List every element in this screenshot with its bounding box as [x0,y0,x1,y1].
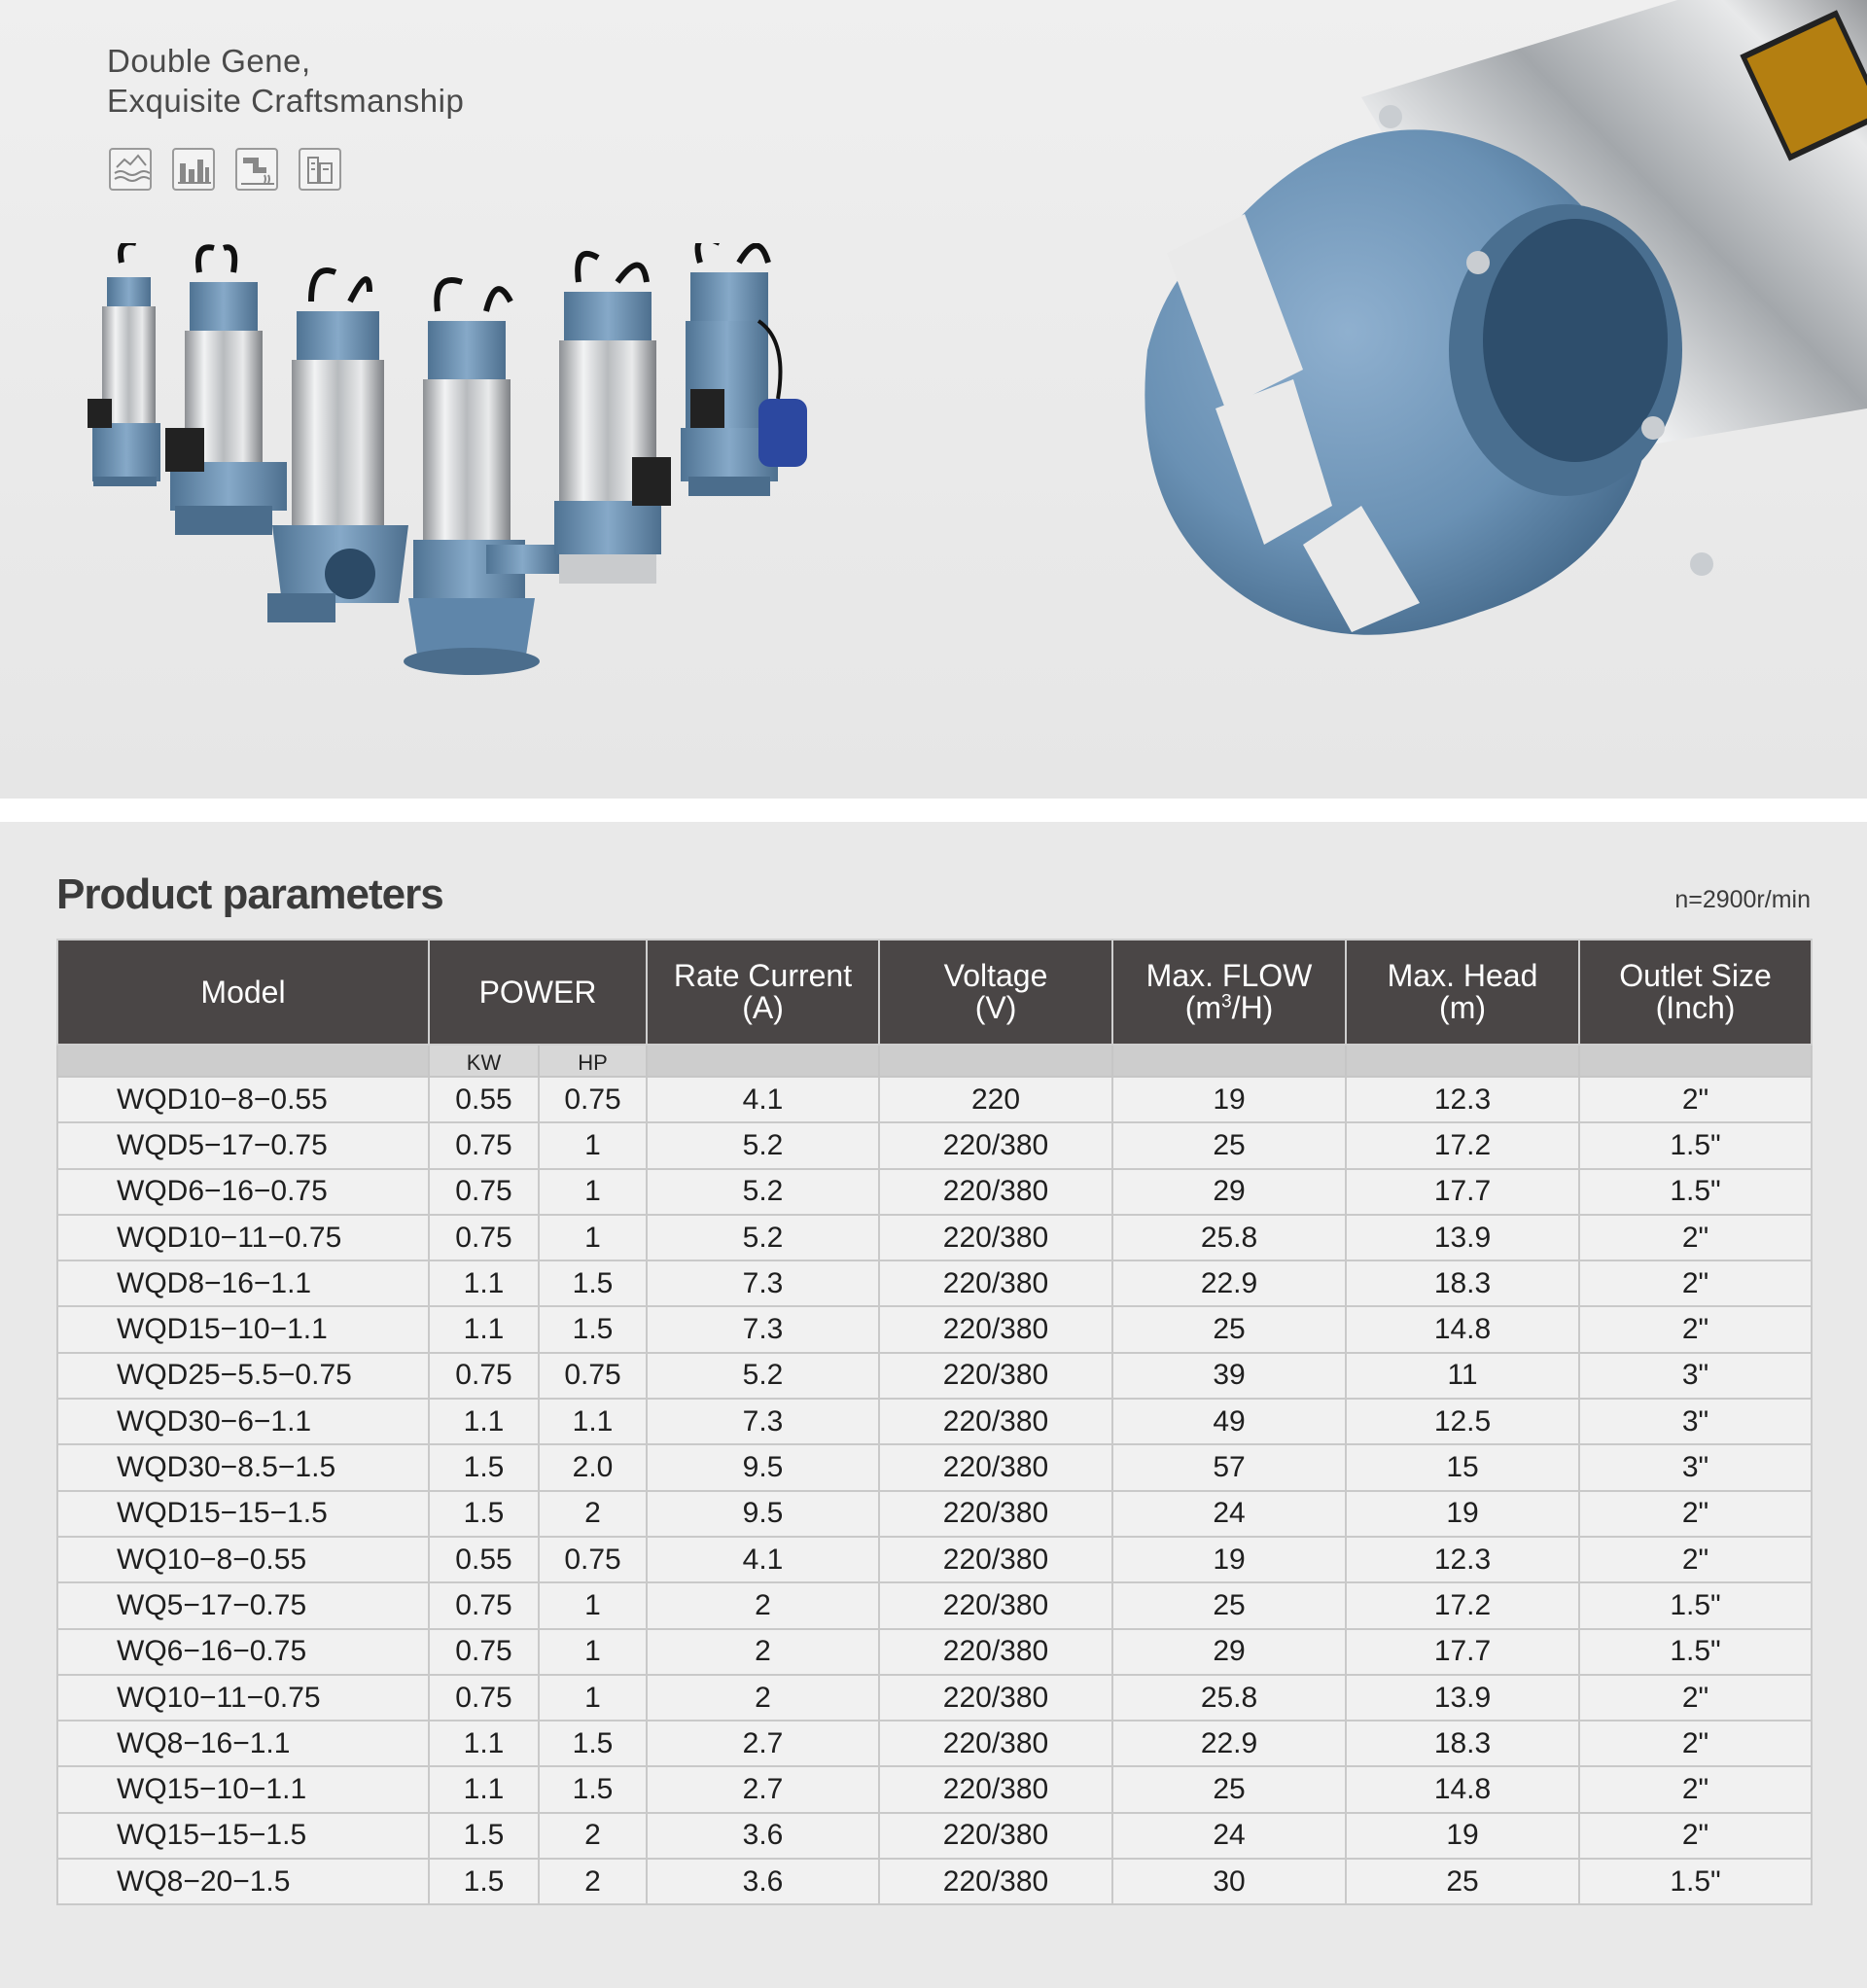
cell-max-head: 17.7 [1346,1169,1579,1215]
cell-power-kw: 0.75 [429,1353,539,1399]
cell-rate-current: 7.3 [647,1260,879,1306]
cell-power-kw: 1.1 [429,1260,539,1306]
drainage-outlet-icon [235,148,278,191]
cell-model: WQD25−5.5−0.75 [57,1353,429,1399]
cell-rate-current: 4.1 [647,1077,879,1122]
header-rate-current: Rate Current (A) [647,940,879,1045]
table-row [57,1353,1812,1399]
cell-outlet-size: 1.5" [1579,1122,1812,1168]
table-subheader-row [57,1045,1812,1077]
cell-max-head: 13.9 [1346,1675,1579,1721]
cell-max-head: 17.7 [1346,1629,1579,1675]
cell-power-kw: 1.5 [429,1859,539,1904]
cell-outlet-size: 2" [1579,1306,1812,1352]
header-voltage: Voltage (V) [879,940,1112,1045]
table-header-row [57,940,1812,1045]
cell-max-flow: 30 [1112,1859,1346,1904]
pump-4 [404,280,559,675]
cell-max-head: 17.2 [1346,1582,1579,1628]
cell-power-kw: 0.55 [429,1537,539,1582]
hero-tagline [107,41,464,121]
cell-max-flow: 49 [1112,1399,1346,1444]
cell-outlet-size: 2" [1579,1813,1812,1859]
header-max-flow: Max. FLOW $(m^3/H)$ [1112,940,1346,1045]
header-max-head: Max. Head (m) [1346,940,1579,1045]
cell-model: WQD15−10−1.1 [57,1306,429,1352]
cell-power-hp: 1 [539,1122,647,1168]
cell-power-hp: 1.5 [539,1766,647,1812]
cell-power-kw: 1.1 [429,1721,539,1766]
cell-max-flow: 57 [1112,1444,1346,1490]
cell-outlet-size: 2" [1579,1260,1812,1306]
cell-outlet-size: 3" [1579,1399,1812,1444]
cell-voltage: 220/380 [879,1122,1112,1168]
cell-voltage: 220/380 [879,1399,1112,1444]
cell-max-flow: 22.9 [1112,1721,1346,1766]
pump-lineup-image [78,243,1050,768]
pump-6 [681,243,807,496]
cell-max-flow: 25 [1112,1306,1346,1352]
cell-power-hp: 2 [539,1859,647,1904]
cell-voltage: 220/380 [879,1675,1112,1721]
cell-voltage: 220/380 [879,1306,1112,1352]
water-landscape-icon [109,148,152,191]
table-row [57,1813,1812,1859]
cell-max-head: 13.9 [1346,1215,1579,1260]
table-body [57,1077,1812,1904]
building-icon [299,148,341,191]
cell-power-kw: 1.1 [429,1766,539,1812]
cell-power-hp: 0.75 [539,1537,647,1582]
table-row [57,1306,1812,1352]
cell-power-hp: 1 [539,1629,647,1675]
cell-power-hp: 0.75 [539,1077,647,1122]
cell-voltage: 220/380 [879,1260,1112,1306]
cell-max-head: 25 [1346,1859,1579,1904]
subheader-kw: KW [429,1045,539,1077]
cell-rate-current: 2 [647,1582,879,1628]
cell-max-head: 14.8 [1346,1766,1579,1812]
cell-power-hp: 1 [539,1675,647,1721]
cell-outlet-size: 2" [1579,1215,1812,1260]
table-row [57,1491,1812,1537]
cell-rate-current: 3.6 [647,1859,879,1904]
pump-2 [165,247,287,535]
cell-voltage: 220 [879,1077,1112,1122]
cell-model: WQ6−16−0.75 [57,1629,429,1675]
cell-model: WQD10−8−0.55 [57,1077,429,1122]
cell-max-head: 18.3 [1346,1260,1579,1306]
cell-max-flow: 25.8 [1112,1215,1346,1260]
section-title: Product parameters [56,870,443,918]
cell-power-kw: 0.75 [429,1629,539,1675]
tagline-line-2: Exquisite Craftsmanship [107,83,465,119]
cell-outlet-size: 1.5" [1579,1169,1812,1215]
cell-max-flow: 19 [1112,1077,1346,1122]
cell-outlet-size: 2" [1579,1491,1812,1537]
cell-power-hp: 1.5 [539,1260,647,1306]
cell-outlet-size: 1.5" [1579,1582,1812,1628]
cell-model: WQ10−11−0.75 [57,1675,429,1721]
cell-power-hp: 1 [539,1169,647,1215]
cell-power-hp: 1.5 [539,1306,647,1352]
cell-max-head: 18.3 [1346,1721,1579,1766]
cell-outlet-size: 2" [1579,1077,1812,1122]
header-power: POWER [429,940,647,1045]
cell-rate-current: 9.5 [647,1444,879,1490]
cell-outlet-size: 3" [1579,1444,1812,1490]
cell-voltage: 220/380 [879,1766,1112,1812]
product-hero [0,0,1867,799]
table-row [57,1260,1812,1306]
cell-rate-current: 2.7 [647,1721,879,1766]
cell-voltage: 220/380 [879,1491,1112,1537]
cell-max-head: 11 [1346,1353,1579,1399]
cell-voltage: 220/380 [879,1721,1112,1766]
cell-rate-current: 3.6 [647,1813,879,1859]
cell-power-kw: 1.5 [429,1444,539,1490]
cell-model: WQD10−11−0.75 [57,1215,429,1260]
cell-power-hp: 1 [539,1582,647,1628]
cell-model: WQD30−6−1.1 [57,1399,429,1444]
cell-rate-current: 5.2 [647,1215,879,1260]
cell-power-kw: 1.5 [429,1491,539,1537]
cell-outlet-size: 2" [1579,1721,1812,1766]
cell-power-kw: 0.75 [429,1675,539,1721]
table-row [57,1169,1812,1215]
cell-power-kw: 0.75 [429,1582,539,1628]
cell-model: WQD30−8.5−1.5 [57,1444,429,1490]
subheader-hp: HP [539,1045,647,1077]
table-row [57,1675,1812,1721]
cell-voltage: 220/380 [879,1537,1112,1582]
cell-rate-current: 4.1 [647,1537,879,1582]
cell-voltage: 220/380 [879,1169,1112,1215]
cell-model: WQ10−8−0.55 [57,1537,429,1582]
cell-rate-current: 7.3 [647,1399,879,1444]
cell-model: WQ5−17−0.75 [57,1582,429,1628]
cell-model: WQD6−16−0.75 [57,1169,429,1215]
table-row [57,1582,1812,1628]
cell-power-kw: 0.75 [429,1122,539,1168]
cell-rate-current: 5.2 [647,1353,879,1399]
cell-power-kw: 1.1 [429,1306,539,1352]
cell-power-hp: 1.1 [539,1399,647,1444]
cell-max-flow: 24 [1112,1491,1346,1537]
cell-power-kw: 1.5 [429,1813,539,1859]
cell-max-head: 12.3 [1346,1537,1579,1582]
table-row [57,1444,1812,1490]
cell-model: WQ15−15−1.5 [57,1813,429,1859]
cell-power-hp: 2 [539,1813,647,1859]
cell-power-kw: 0.55 [429,1077,539,1122]
cell-model: WQ8−20−1.5 [57,1859,429,1904]
table-row [57,1399,1812,1444]
cell-power-hp: 2.0 [539,1444,647,1490]
cell-max-flow: 22.9 [1112,1260,1346,1306]
cell-max-flow: 25 [1112,1582,1346,1628]
cell-outlet-size: 2" [1579,1537,1812,1582]
cell-max-flow: 39 [1112,1353,1346,1399]
cell-power-kw: 0.75 [429,1215,539,1260]
cell-outlet-size: 3" [1579,1353,1812,1399]
pump-5 [554,254,671,584]
cell-max-flow: 24 [1112,1813,1346,1859]
table-row [57,1721,1812,1766]
cell-voltage: 220/380 [879,1629,1112,1675]
table-row [57,1537,1812,1582]
cell-power-kw: 1.1 [429,1399,539,1444]
table-row [57,1629,1812,1675]
cell-model: WQ15−10−1.1 [57,1766,429,1812]
table-row [57,1077,1812,1122]
tagline-line-1: Double Gene, [107,43,311,79]
table-row [57,1859,1812,1904]
cell-max-flow: 19 [1112,1537,1346,1582]
cell-max-flow: 29 [1112,1169,1346,1215]
cell-rate-current: 9.5 [647,1491,879,1537]
rotation-speed-note: n=2900r/min [1674,886,1811,913]
cell-max-head: 12.5 [1346,1399,1579,1444]
cell-model: WQ8−16−1.1 [57,1721,429,1766]
cell-outlet-size: 1.5" [1579,1859,1812,1904]
cell-voltage: 220/380 [879,1444,1112,1490]
cell-rate-current: 7.3 [647,1306,879,1352]
cell-max-head: 19 [1346,1491,1579,1537]
cell-max-head: 17.2 [1346,1122,1579,1168]
cell-outlet-size: 1.5" [1579,1629,1812,1675]
parameters-table [56,939,1813,1905]
cell-rate-current: 5.2 [647,1169,879,1215]
cell-max-flow: 25.8 [1112,1675,1346,1721]
cell-outlet-size: 2" [1579,1675,1812,1721]
cell-max-head: 12.3 [1346,1077,1579,1122]
cell-rate-current: 2 [647,1675,879,1721]
cell-model: WQD15−15−1.5 [57,1491,429,1537]
cell-model: WQD5−17−0.75 [57,1122,429,1168]
product-parameters-section [0,822,1867,1988]
feature-icon-row [109,148,341,191]
cell-max-flow: 29 [1112,1629,1346,1675]
cell-voltage: 220/380 [879,1353,1112,1399]
cell-power-hp: 1 [539,1215,647,1260]
table-row [57,1215,1812,1260]
pump-base-closeup-image [1109,0,1867,739]
cell-max-flow: 25 [1112,1122,1346,1168]
section-divider [0,799,1867,822]
pump-3 [267,270,408,622]
cell-rate-current: 5.2 [647,1122,879,1168]
cell-max-flow: 25 [1112,1766,1346,1812]
industrial-plant-icon [172,148,215,191]
cell-power-kw: 0.75 [429,1169,539,1215]
cell-rate-current: 2 [647,1629,879,1675]
cell-voltage: 220/380 [879,1582,1112,1628]
cell-model: WQD8−16−1.1 [57,1260,429,1306]
cell-power-hp: 1.5 [539,1721,647,1766]
cell-voltage: 220/380 [879,1859,1112,1904]
cell-outlet-size: 2" [1579,1766,1812,1812]
cell-power-hp: 0.75 [539,1353,647,1399]
cell-rate-current: 2.7 [647,1766,879,1812]
header-outlet-size: Outlet Size (Inch) [1579,940,1812,1045]
cell-max-head: 14.8 [1346,1306,1579,1352]
cell-max-head: 19 [1346,1813,1579,1859]
cell-power-hp: 2 [539,1491,647,1537]
cell-voltage: 220/380 [879,1813,1112,1859]
header-model: Model [57,940,429,1045]
cell-voltage: 220/380 [879,1215,1112,1260]
pump-1 [88,243,160,486]
table-row [57,1766,1812,1812]
table-row [57,1122,1812,1168]
cell-max-head: 15 [1346,1444,1579,1490]
